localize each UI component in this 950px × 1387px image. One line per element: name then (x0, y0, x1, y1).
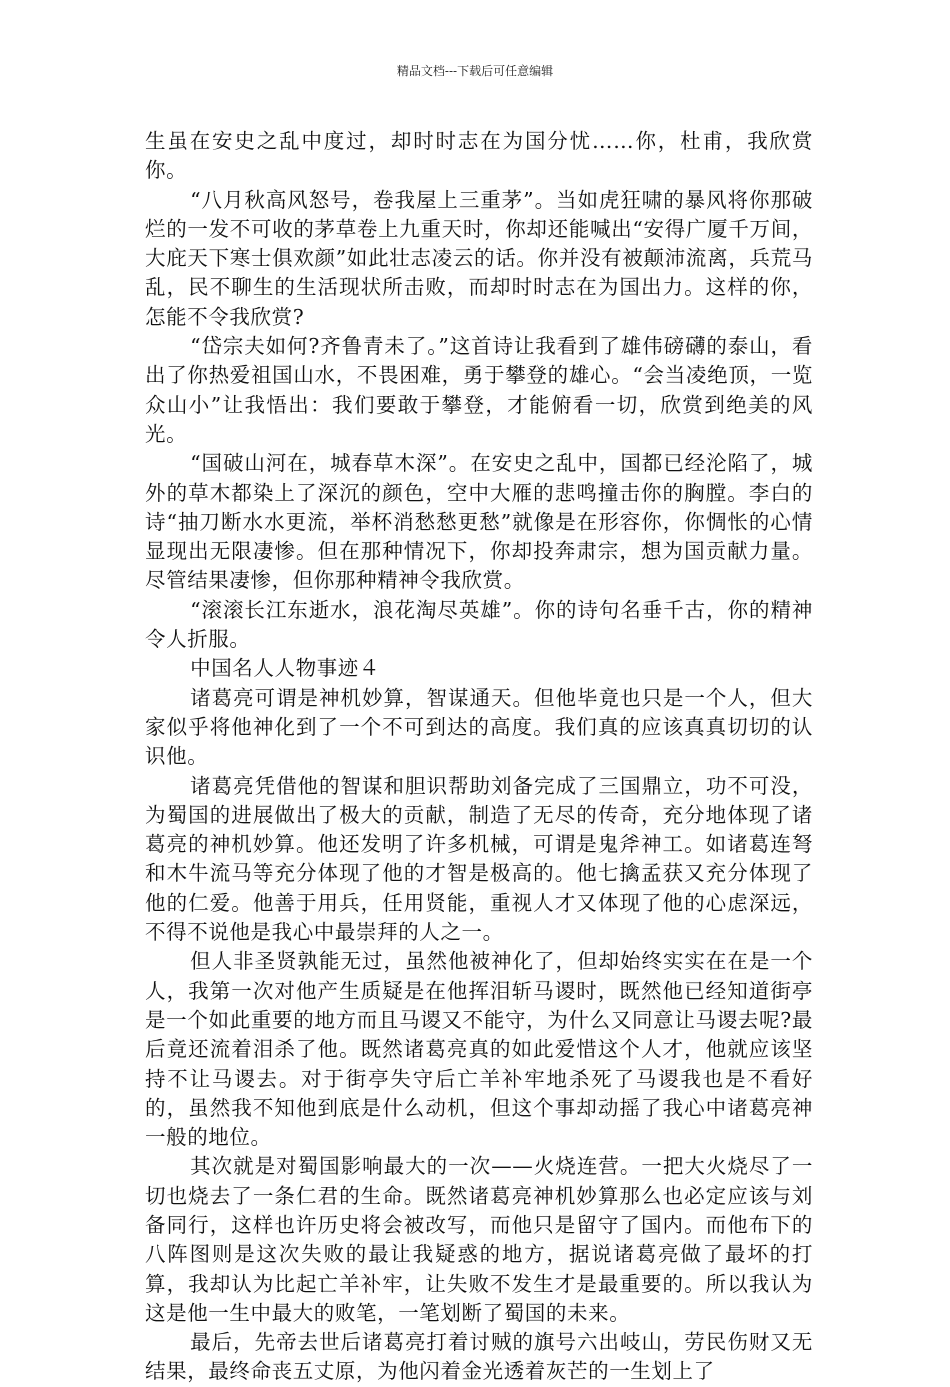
paragraph: 但人非圣贤孰能无过，虽然他被神化了，但却始终实实在在是一个人，我第一次对他产生质疑是在他挥泪斩马谡时，既然他已经知道街亭是一个如此重要的地方而且马谡又不能守，为什么又同意让马谡去呢?最后竟还流着泪杀了他。既然诸葛亮真的如此爱惜这个人才，他就应该坚持不让马谡去。对于街亭失守后亡羊补牢地杀死了马谡我也是不看好的，虽然我不知他到底是什么动机，但这个事却动摇了我心中诸葛亮神一般的地位。 (145, 949, 813, 1150)
page-header: 精品文档---下载后可任意编辑 (396, 64, 554, 78)
paragraph: “滚滚长江东逝水，浪花淘尽英雄”。你的诗句名垂千古，你的精神令人折服。 (145, 597, 813, 652)
paragraph: 生虽在安史之乱中度过，却时时志在为国分忧……你，杜甫，我欣赏你。 (145, 129, 813, 183)
section-heading: 中国名人人物事迹４ (190, 656, 380, 681)
document-body (145, 127, 813, 1387)
paragraph: “岱宗夫如何?齐鲁青未了。”这首诗让我看到了雄伟磅礴的泰山，看出了你热爱祖国山水，不畏困难，勇于攀登的雄心。“会当凌绝顶，一览众山小”让我悟出：我们要敢于攀登，才能俯看一切，欣赏到绝美的风光。 (145, 334, 813, 446)
paragraph: 诸葛亮凭借他的智谋和胆识帮助刘备完成了三国鼎立，功不可没，为蜀国的进展做出了极大的贡献，制造了无尽的传奇，充分地体现了诸葛亮的神机妙算。他还发明了许多机械，可谓是鬼斧神工。如诸葛连弩和木牛流马等充分体现了他的才智是极高的。他七擒孟获又充分体现了他的仁爱。他善于用兵，任用贤能，重视人才又体现了他的心虑深远，不得不说他是我心中最崇拜的人之一。 (145, 773, 813, 945)
paragraph: “八月秋高风怒号，卷我屋上三重茅”。当如虎狂啸的暴风将你那破烂的一发不可收的茅草卷上九重天时，你却还能喊出“安得广厦千万间，大庇天下寒士俱欢颜”如此壮志凌云的话。你并没有被颠沛流离，兵荒马乱，民不聊生的生活现状所击败，而却时时志在为国出力。这样的你，怎能不令我欣赏? (145, 187, 813, 329)
paragraph: 其次就是对蜀国影响最大的一次——火烧连营。一把大火烧尽了一切也烧去了一条仁君的生命。既然诸葛亮神机妙算那么也必定应该与刘备同行，这样也许历史将会被改写，而他只是留守了国内。而他布下的八阵图则是这次失败的最让我疑惑的地方，据说诸葛亮做了最坏的打算，我却认为比起亡羊补牢，让失败不发生才是最重要的。所以我认为这是他一生中最大的败笔，一笔划断了蜀国的未来。 (145, 1154, 813, 1325)
paragraph: 最后，先帝去世后诸葛亮打着讨贼的旗号六出岐山，劳民伤财又无结果，最终命丧五丈原，为他闪着金光透着灰芒的一生划上了 (145, 1330, 813, 1384)
paragraph: 诸葛亮可谓是神机妙算，智谋通天。但他毕竟也只是一个人，但大家似乎将他神化到了一个不可到达的高度。我们真的应该真真切切的认识他。 (145, 685, 813, 769)
paragraph: “国破山河在，城春草木深”。在安史之乱中，国都已经沦陷了，城外的草木都染上了深沉的颜色，空中大雁的悲鸣撞击你的胸膛。李白的诗“抽刀断水水更流，举杯消愁愁更愁”就像是在形容你，你惆怅的心情显现出无限凄惨。但在那种情况下，你却投奔肃宗，想为国贡献力量。尽管结果凄惨，但你那种精神令我欣赏。 (145, 451, 813, 593)
